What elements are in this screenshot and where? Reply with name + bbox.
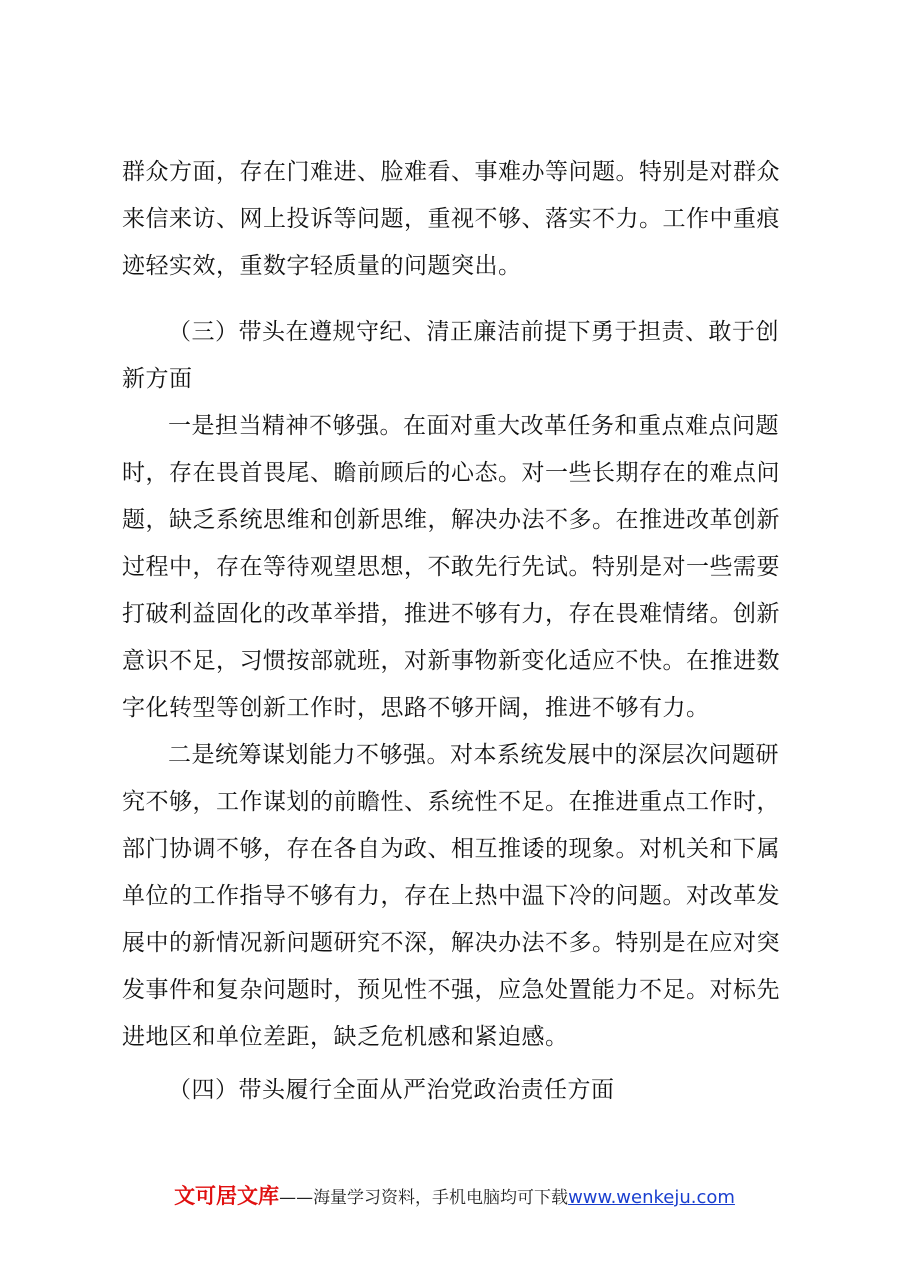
text-line: 过程中，存在等待观望思想，不敢先行先试。特别是对一些需要 [122,554,780,580]
text-line: 题，缺乏系统思维和创新思维，解决办法不多。在推进改革创新 [122,507,780,533]
text-line: 部门协调不够，存在各自为政、相互推诿的现象。对机关和下属 [122,836,780,862]
footer-brand: 文可居文库 [174,1184,280,1208]
text-line: 时，存在畏首畏尾、瞻前顾后的心态。对一些长期存在的难点问 [122,460,780,486]
section-heading-continued: 新方面 [122,366,193,392]
text-line: 展中的新情况新问题研究不深，解决办法不多。特别是在应对突 [122,930,780,956]
text-line: 迹轻实效，重数字轻质量的问题突出。 [122,253,522,279]
text-line: 来信来访、网上投诉等问题，重视不够、落实不力。工作中重痕 [122,206,780,232]
footer-url-link[interactable]: www.wenkeju.com [568,1187,735,1208]
text-line: 进地区和单位差距，缺乏危机感和紧迫感。 [122,1024,569,1050]
section-heading: （三）带头在遵规守纪、清正廉洁前提下勇于担责、敢于创 [168,319,779,345]
paragraph-start: 二是统筹谋划能力不够强。对本系统发展中的深层次问题研 [168,742,779,768]
footer-tagline: ——海量学习资料，手机电脑均可下载 [279,1188,569,1208]
text-line: 字化转型等创新工作时，思路不够开阔，推进不够有力。 [122,695,710,721]
footer-banner [0,1180,909,1210]
paragraph-start: 一是担当精神不够强。在面对重大改革任务和重点难点问题 [168,413,779,439]
text-line: 单位的工作指导不够有力，存在上热中温下冷的问题。对改革发 [122,883,780,909]
section-heading: （四）带头履行全面从严治党政治责任方面 [168,1077,615,1103]
text-line: 群众方面，存在门难进、脸难看、事难办等问题。特别是对群众 [122,159,780,185]
text-line: 打破利益固化的改革举措，推进不够有力，存在畏难情绪。创新 [122,601,780,627]
text-line: 意识不足，习惯按部就班，对新事物新变化适应不快。在推进数 [122,648,780,674]
text-line: 发事件和复杂问题时，预见性不强，应急处置能力不足。对标先 [122,977,780,1003]
text-line: 究不够，工作谋划的前瞻性、系统性不足。在推进重点工作时， [122,789,780,815]
